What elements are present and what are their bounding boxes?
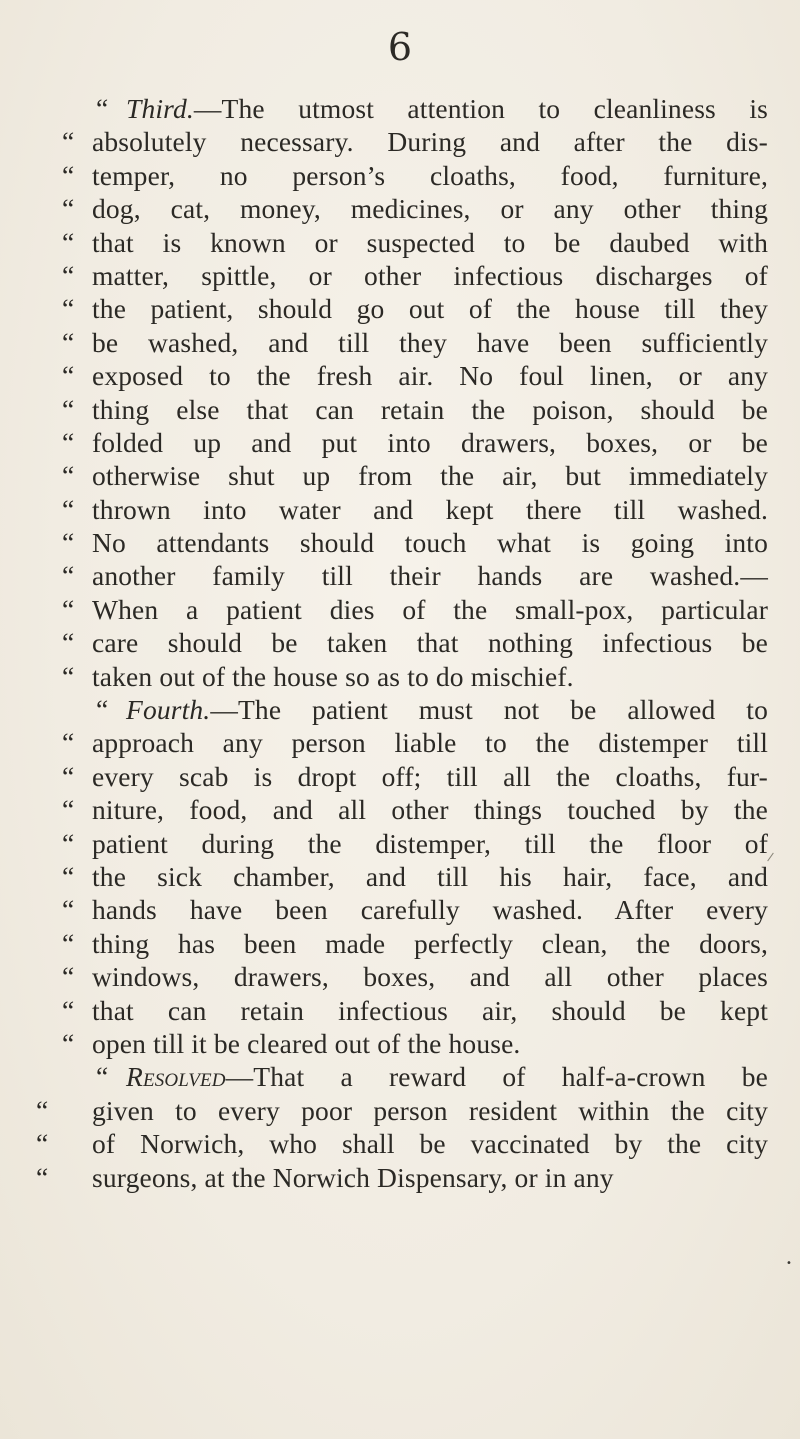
- text-line: “ taken out of the house so as to do mischief.: [62, 660, 574, 692]
- text-line: “ every scab is dropt off; till all the cloaths, fur-: [62, 760, 768, 792]
- text-line: “ thing else that can retain the poison, should be: [62, 393, 768, 425]
- text-line: “ thing has been made perfectly clean, the doors,: [62, 927, 768, 959]
- text-line: “ niture, food, and all other things touched by the: [62, 794, 768, 826]
- page-number: 6: [387, 25, 413, 69]
- text-line: “ open till it be cleared out of the house.: [62, 1027, 521, 1059]
- text-line: “ another family till their hands are washed.—: [62, 560, 768, 592]
- text-line: “ folded up and put into drawers, boxes, or be: [62, 426, 768, 458]
- text-line: “ patient during the distemper, till the floor of: [62, 827, 768, 859]
- text-line: “ of Norwich, who shall be vaccinated by the city: [36, 1128, 768, 1160]
- text-line: “ hands have been carefully washed. After every: [62, 894, 768, 926]
- text-line: “ matter, spittle, or other infectious discharges of: [62, 259, 768, 291]
- text-line: “ When a patient dies of the small-pox, particular: [62, 593, 768, 625]
- text-line: “ Fourth.—The patient must not be allowed to: [96, 694, 768, 726]
- body-text: [36, 92, 768, 1194]
- text-line: “ that can retain infectious air, should be kept: [62, 994, 768, 1026]
- text-line: “ dog, cat, money, medicines, or any other thing: [62, 193, 768, 225]
- text-line: “ Resolved—That a reward of half-a-crown be: [96, 1061, 768, 1093]
- text-line: “ No attendants should touch what is going into: [62, 527, 768, 559]
- text-line: “ exposed to the fresh air. No foul linen, or any: [62, 360, 768, 392]
- text-line: “ otherwise shut up from the air, but immediately: [62, 460, 768, 492]
- text-line: “ thrown into water and kept there till washed.: [62, 493, 768, 525]
- text-line: “ that is known or suspected to be daubed with: [62, 226, 768, 258]
- text-line: “ the patient, should go out of the house till they: [62, 293, 768, 325]
- text-line: “ surgeons, at the Norwich Dispensary, or in any: [36, 1161, 614, 1193]
- text-line: “ be washed, and till they have been sufficiently: [62, 326, 768, 358]
- text-line: “ Third.—The utmost attention to cleanliness is: [96, 93, 768, 124]
- text-line: “ the sick chamber, and till his hair, face, and: [62, 860, 768, 892]
- margin-pencil-mark: [767, 853, 774, 862]
- text-line: “ windows, drawers, boxes, and all other places: [62, 961, 768, 993]
- text-line: “ temper, no person’s cloaths, food, furniture,: [62, 159, 768, 191]
- text-line: “ care should be taken that nothing infectious be: [62, 627, 768, 659]
- margin-dot: •: [786, 1258, 792, 1269]
- text-line: “ absolutely necessary. During and after the dis-: [62, 126, 768, 158]
- text-line: “ given to every poor person resident within the city: [36, 1094, 768, 1126]
- text-line: “ approach any person liable to the distemper till: [62, 727, 768, 759]
